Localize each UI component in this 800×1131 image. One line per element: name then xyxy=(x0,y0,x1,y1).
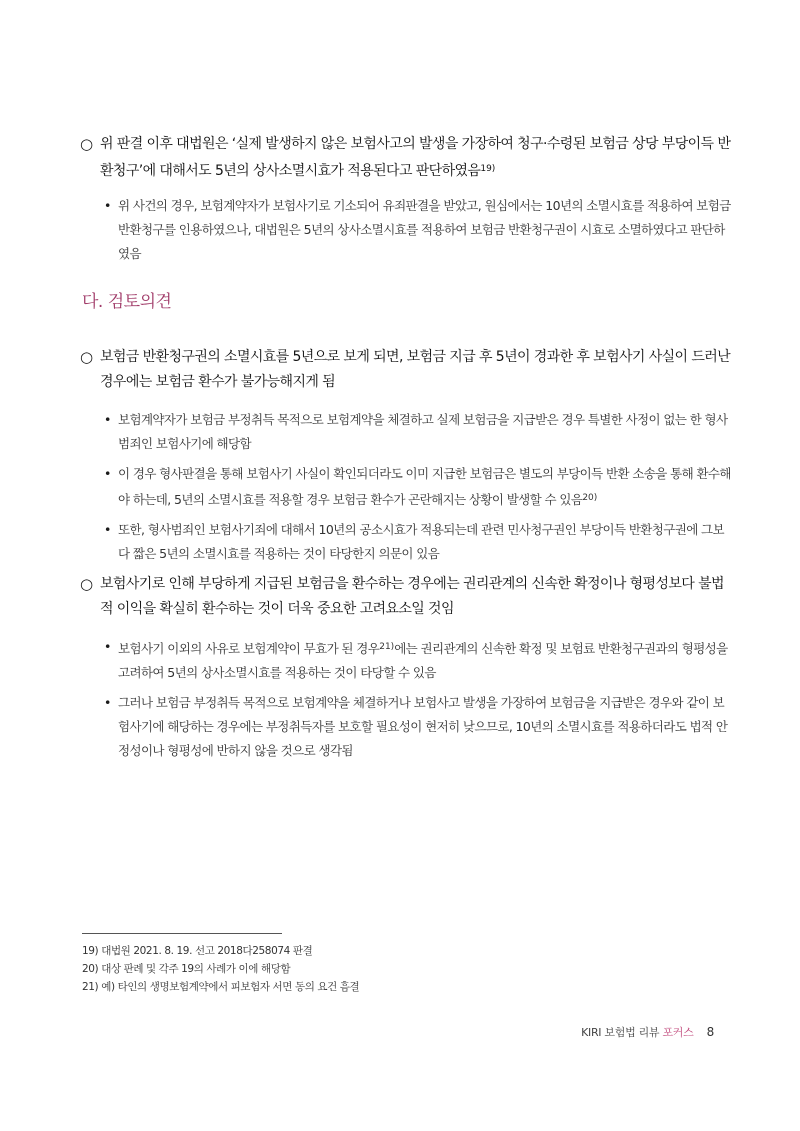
sub-bullet-item xyxy=(82,408,732,456)
section-label: 포커스 xyxy=(662,1026,694,1039)
sub-bullet-list xyxy=(82,408,732,566)
bullet-dot: • xyxy=(104,522,112,537)
footnote-20: 20) 대상 판례 및 각주 19의 사례가 이에 해당함 xyxy=(82,963,291,975)
paragraph-review-opinion-2 xyxy=(82,572,732,769)
sub-bullet-text-before: 보험사기 이외의 사유로 보험계약이 무효가 된 경우 xyxy=(118,641,380,656)
circle-bullet: ○ xyxy=(80,348,94,366)
footnotes xyxy=(82,942,359,996)
publication-name: KIRI 보험법 리뷰 xyxy=(581,1026,660,1039)
sub-bullet-item xyxy=(82,691,732,763)
sub-bullet-list xyxy=(82,194,732,266)
main-point xyxy=(82,132,732,184)
footnote-21: 21) 예) 타인의 생명보험계약에서 피보험자 서면 동의 요건 흠결 xyxy=(82,981,360,993)
paragraph-review-opinion-1 xyxy=(82,345,732,572)
circle-bullet: ○ xyxy=(80,575,94,593)
bullet-dot: • xyxy=(104,198,112,213)
sub-bullet-text: 또한, 형사범죄인 보험사기죄에 대해서 10년의 공소시효가 적용되는데 관련 민사청구권인 부당이득 반환청구권에 그보다 짧은 5년의 소멸시효를 적용하는 것이 타당한지 의문이 있음 xyxy=(118,522,724,561)
sub-bullet-item xyxy=(82,635,732,685)
sub-bullet-item xyxy=(82,462,732,512)
sub-bullet-text: 보험계약자가 보험금 부정취득 목적으로 보험계약을 체결하고 실제 보험금을 지급받은 경우 특별한 사정이 없는 한 형사범죄인 보험사기에 해당함 xyxy=(118,412,728,451)
sub-bullet-text: 그러나 보험금 부정취득 목적으로 보험계약을 체결하거나 보험사고 발생을 가장하여 보험금을 지급받은 경우와 같이 보험사기에 해당하는 경우에는 부정취득자를 보호할 필요성이 현저히 낮으므로, 10년의 소멸시효를 적용하더라도 법적 안정성이나 형평성에 반하지 않을 것으로 생각됨 xyxy=(118,695,728,758)
sub-bullet-item xyxy=(82,518,732,566)
main-point-text: 보험금 반환청구권의 소멸시효를 5년으로 보게 되면, 보험금 지급 후 5년이 경과한 후 보험사기 사실이 드러난 경우에는 보험금 환수가 불가능해지게 됨 xyxy=(100,349,731,390)
footnote-ref-19[interactable]: 19) xyxy=(480,164,496,174)
bullet-dot: • xyxy=(104,466,112,481)
sub-bullet-item xyxy=(82,194,732,266)
bullet-dot: • xyxy=(104,639,112,654)
page-footer xyxy=(581,1024,714,1040)
footnote-ref-21[interactable]: 21) xyxy=(379,642,395,652)
page-number: 8 xyxy=(706,1025,714,1039)
bullet-dot: • xyxy=(104,695,112,710)
sub-bullet-text-after: 에는 권리관계의 신속한 확정 및 보험료 반환청구권과의 형평성을 고려하여 5년의 상사소멸시효를 적용하는 것이 타당할 수 있음 xyxy=(118,641,728,680)
footnote-ref-20[interactable]: 20) xyxy=(582,493,598,503)
bullet-dot: • xyxy=(104,412,112,427)
paragraph-court-ruling xyxy=(82,132,732,272)
sub-bullet-list xyxy=(82,635,732,763)
sub-bullet-text: 위 사건의 경우, 보험계약자가 보험사기로 기소되어 유죄판결을 받았고, 원심에서는 10년의 소멸시효를 적용하여 보험금 반환청구를 인용하였으나, 대법원은 5년의 상사소멸시효를 적용하여 보험금 반환청구권이 시효로 소멸하였다고 판단하였음 xyxy=(118,198,731,261)
main-point-text: 보험사기로 인해 부당하게 지급된 보험금을 환수하는 경우에는 권리관계의 신속한 확정이나 형평성보다 불법적 이익을 확실히 환수하는 것이 더욱 중요한 고려요소일 것임 xyxy=(100,576,724,617)
footnote-19: 19) 대법원 2021. 8. 19. 선고 2018다258074 판결 xyxy=(82,945,313,957)
main-point-text: 위 판결 이후 대법원은 ‘실제 발생하지 않은 보험사고의 발생을 가장하여 청구·수령된 보험금 상당 부당이득 반환청구’에 대해서도 5년의 상사소멸시효가 적용된다고 판단하였음 xyxy=(100,136,731,179)
sub-bullet-text: 이 경우 형사판결을 통해 보험사기 사실이 확인되더라도 이미 지급한 보험금은 별도의 부당이득 반환 소송을 통해 환수해야 하는데, 5년의 소멸시효를 적용할 경우 보험금 환수가 곤란해지는 상황이 발생할 수 있음 xyxy=(118,466,731,507)
section-heading: 다. 검토의견 xyxy=(82,292,172,312)
main-point xyxy=(82,572,732,622)
circle-bullet: ○ xyxy=(80,135,94,153)
main-point xyxy=(82,345,732,395)
footnote-divider xyxy=(82,933,282,934)
